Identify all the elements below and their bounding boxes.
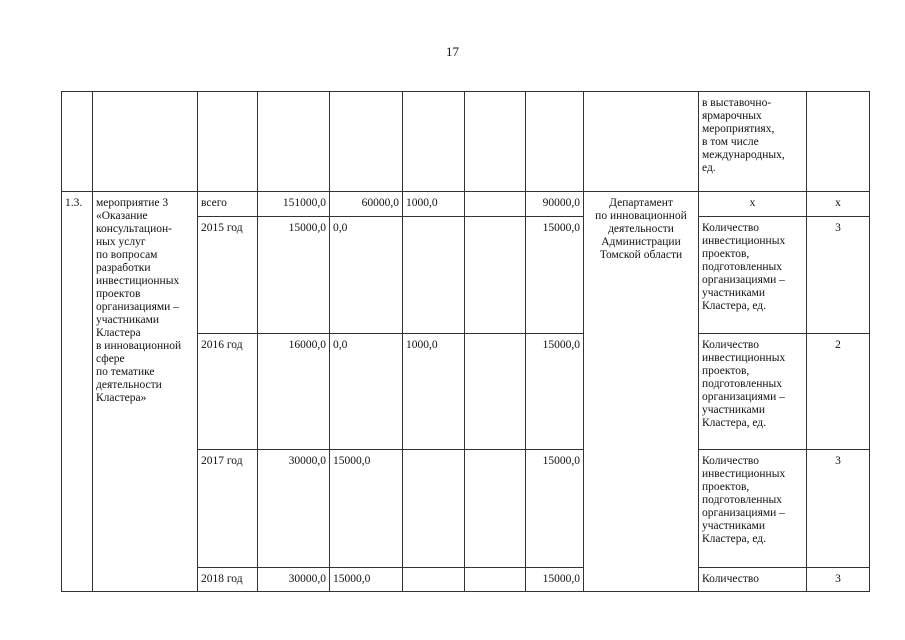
empty-cell bbox=[198, 92, 258, 192]
other-cell: 15000,0 bbox=[526, 450, 584, 567]
value-cell: х bbox=[807, 192, 870, 217]
federal-cell: 15000,0 bbox=[330, 567, 403, 591]
indicator-cell: Количество инвестиционных проектов, подготовленных организациями – участниками Кластера, ед. bbox=[699, 450, 807, 567]
measure-name: мероприятие 3 «Оказание консультацион- ных услуг по вопросам разработки инвестиционных проектов организациями – участниками Кластера в инновационной сфере по тематике деятельности Кластера» bbox=[93, 192, 198, 592]
period-cell: 2018 год bbox=[198, 567, 258, 591]
period-cell: 2015 год bbox=[198, 217, 258, 333]
value-cell: 3 bbox=[807, 450, 870, 567]
other-cell: 90000,0 bbox=[526, 192, 584, 217]
period-cell: 2017 год bbox=[198, 450, 258, 567]
federal-cell: 0,0 bbox=[330, 333, 403, 449]
regional-cell: 1000,0 bbox=[403, 333, 465, 449]
empty-cell bbox=[258, 92, 330, 192]
other-cell: 15000,0 bbox=[526, 567, 584, 591]
indicator-cell: в выставочно- ярмарочных мероприятиях, в том числе международных, ед. bbox=[699, 92, 807, 192]
total-cell: 30000,0 bbox=[258, 567, 330, 591]
value-cell: 3 bbox=[807, 567, 870, 591]
page-number: 17 bbox=[446, 44, 459, 59]
period-cell: 2016 год bbox=[198, 333, 258, 449]
regional-cell bbox=[403, 567, 465, 591]
local-cell bbox=[465, 217, 526, 333]
value-cell: 3 bbox=[807, 217, 870, 333]
local-cell bbox=[465, 192, 526, 217]
total-cell: 16000,0 bbox=[258, 333, 330, 449]
empty-cell bbox=[807, 92, 870, 192]
local-cell bbox=[465, 333, 526, 449]
empty-cell bbox=[584, 92, 699, 192]
federal-cell: 15000,0 bbox=[330, 450, 403, 567]
indicator-cell: Количество bbox=[699, 567, 807, 591]
other-cell: 15000,0 bbox=[526, 217, 584, 333]
value-cell: 2 bbox=[807, 333, 870, 449]
total-cell: 151000,0 bbox=[258, 192, 330, 217]
indicator-cell: Количество инвестиционных проектов, подготовленных организациями – участниками Кластера, ед. bbox=[699, 217, 807, 333]
other-cell: 15000,0 bbox=[526, 333, 584, 449]
regional-cell bbox=[403, 450, 465, 567]
empty-cell bbox=[330, 92, 403, 192]
indicator-cell: х bbox=[699, 192, 807, 217]
empty-cell bbox=[403, 92, 465, 192]
executor-cell: Департамент по инновационной деятельности Администрации Томской области bbox=[584, 192, 699, 592]
indicator-cell: Количество инвестиционных проектов, подготовленных организациями – участниками Кластера, ед. bbox=[699, 333, 807, 449]
empty-cell bbox=[465, 92, 526, 192]
empty-cell bbox=[526, 92, 584, 192]
period-cell: всего bbox=[198, 192, 258, 217]
federal-cell: 0,0 bbox=[330, 217, 403, 333]
measure-number: 1.3. bbox=[62, 192, 93, 592]
empty-cell bbox=[62, 92, 93, 192]
table-row bbox=[62, 92, 870, 192]
local-cell bbox=[465, 450, 526, 567]
regional-cell bbox=[403, 217, 465, 333]
local-cell bbox=[465, 567, 526, 591]
program-table bbox=[61, 91, 870, 592]
total-cell: 15000,0 bbox=[258, 217, 330, 333]
regional-cell: 1000,0 bbox=[403, 192, 465, 217]
empty-cell bbox=[93, 92, 198, 192]
table-row bbox=[62, 192, 870, 217]
federal-cell: 60000,0 bbox=[330, 192, 403, 217]
total-cell: 30000,0 bbox=[258, 450, 330, 567]
